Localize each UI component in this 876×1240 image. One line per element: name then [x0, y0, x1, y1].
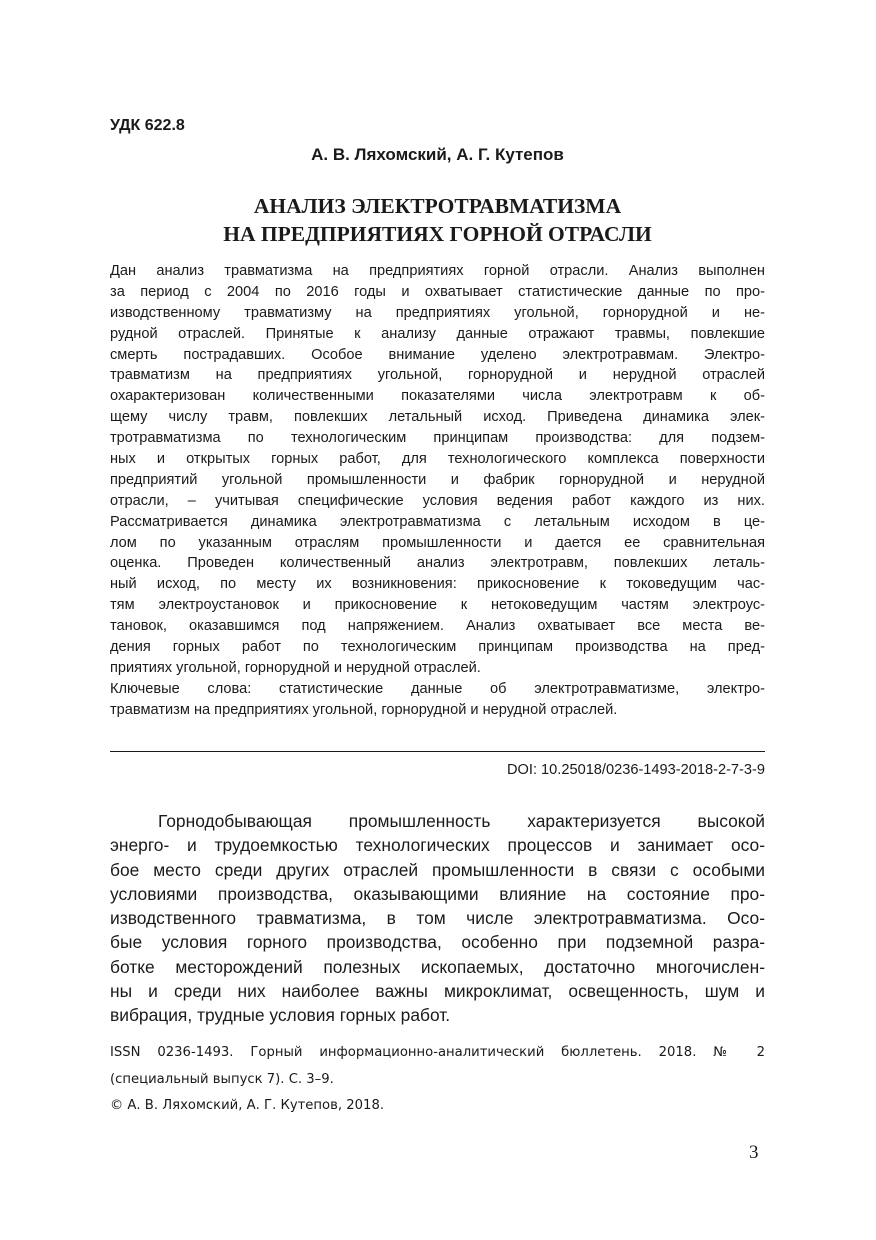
abstract-line: тротравматизма по технологическим принципам производства: для подзем-	[110, 430, 765, 447]
body-line: изводственного травматизма, в том числе электротравматизма. Осо-	[110, 908, 765, 929]
abstract-line: ный исход, по месту их возникновения: прикосновение к токоведущим час-	[110, 576, 765, 593]
page-number: 3	[749, 1142, 759, 1163]
article-title	[110, 192, 765, 248]
udk-code: УДК 622.8	[110, 117, 185, 134]
copyright-line: © А. В. Ляхомский, А. Г. Кутепов, 2018.	[110, 1098, 385, 1113]
body-line: ны и среди них наиболее важны микроклимат, освещенность, шум и	[110, 981, 765, 1002]
abstract-line: изводственному травматизму на предприятиях угольной, горнорудной и не-	[110, 304, 765, 321]
abstract-line: лом по указанным отраслям промышленности и дается ее сравнительная	[110, 534, 765, 551]
body-line: ботке месторождений полезных ископаемых, достаточно многочислен-	[110, 956, 765, 977]
abstract-line: оценка. Проведен количественный анализ электротравм, повлекших леталь-	[110, 555, 765, 572]
abstract-line: за период с 2004 по 2016 годы и охватывает статистические данные по про-	[110, 283, 765, 300]
body-line: бое место среди других отраслей промышленности в связи с особыми	[110, 859, 765, 880]
separator-rule	[110, 751, 765, 752]
abstract-line: охарактеризован количественными показателями числа электротравм к об-	[110, 388, 765, 405]
article-title-line: АНАЛИЗ ЭЛЕКТРОТРАВМАТИЗМА	[253, 194, 622, 218]
abstract-line: отрасли, – учитывая специфические условия ведения работ каждого из них.	[110, 492, 765, 509]
body-line: Горнодобывающая промышленность характеризуется высокой	[158, 811, 765, 831]
keywords-line: травматизм на предприятиях угольной, горнорудной и нерудной отраслей.	[110, 701, 618, 718]
abstract-line: тям электроустановок и прикосновение к нетоковедущим частям электроус-	[110, 597, 765, 614]
doi: DOI: 10.25018/0236-1493-2018-2-7-3-9	[507, 762, 765, 778]
abstract-line: Рассматривается динамика электротравматизма с летальным исходом в це-	[110, 513, 765, 530]
abstract-line: смерть пострадавших. Особое внимание уделено электротравмам. Электро-	[110, 346, 765, 363]
citation-line: ISSN 0236-1493. Горный информационно-аналитический бюллетень. 2018. № 2	[110, 1045, 765, 1060]
body-line: вибрация, трудные условия горных работ.	[110, 1005, 451, 1026]
body-line: бые условия горного производства, особенно при подземной разра-	[110, 932, 765, 953]
intro-paragraph	[110, 809, 765, 1028]
abstract-line: травматизм на предприятиях угольной, горнорудной и нерудной отраслей	[110, 367, 765, 384]
article-title-line: НА ПРЕДПРИЯТИЯХ ГОРНОЙ ОТРАСЛИ	[223, 222, 652, 246]
abstract-line: ных и открытых горных работ, для технологического комплекса поверхности	[110, 451, 765, 468]
abstract-line: тановок, оказавшимся под напряжением. Анализ охватывает все места ве-	[110, 618, 765, 635]
abstract-line: щему числу травм, повлекших летальный исход. Приведена динамика элек-	[110, 409, 765, 426]
keywords-line: Ключевые слова: статистические данные об электротравматизме, электро-	[110, 680, 765, 697]
abstract-line: дения горных работ по технологическим принципам производства на пред-	[110, 639, 765, 656]
citation-line: (специальный выпуск 7). С. 3–9.	[110, 1071, 334, 1087]
abstract-line: предприятий угольной промышленности и фабрик горнорудной и нерудной	[110, 471, 765, 488]
abstract-line: Дан анализ травматизма на предприятиях горной отрасли. Анализ выполнен	[110, 263, 765, 279]
citation-block	[110, 1040, 765, 1120]
authors: А. В. Ляхомский, А. Г. Кутепов	[311, 145, 564, 164]
abstract	[110, 261, 765, 721]
body-line: условиями производства, оказывающими влияние на состояние про-	[110, 883, 765, 904]
abstract-line: рудной отраслей. Принятые к анализу данные отражают травмы, повлекшие	[110, 325, 765, 342]
body-line: энерго- и трудоемкостью технологических процессов и занимает осо-	[110, 835, 765, 856]
abstract-line: приятиях угольной, горнорудной и нерудной отраслей.	[110, 659, 481, 676]
